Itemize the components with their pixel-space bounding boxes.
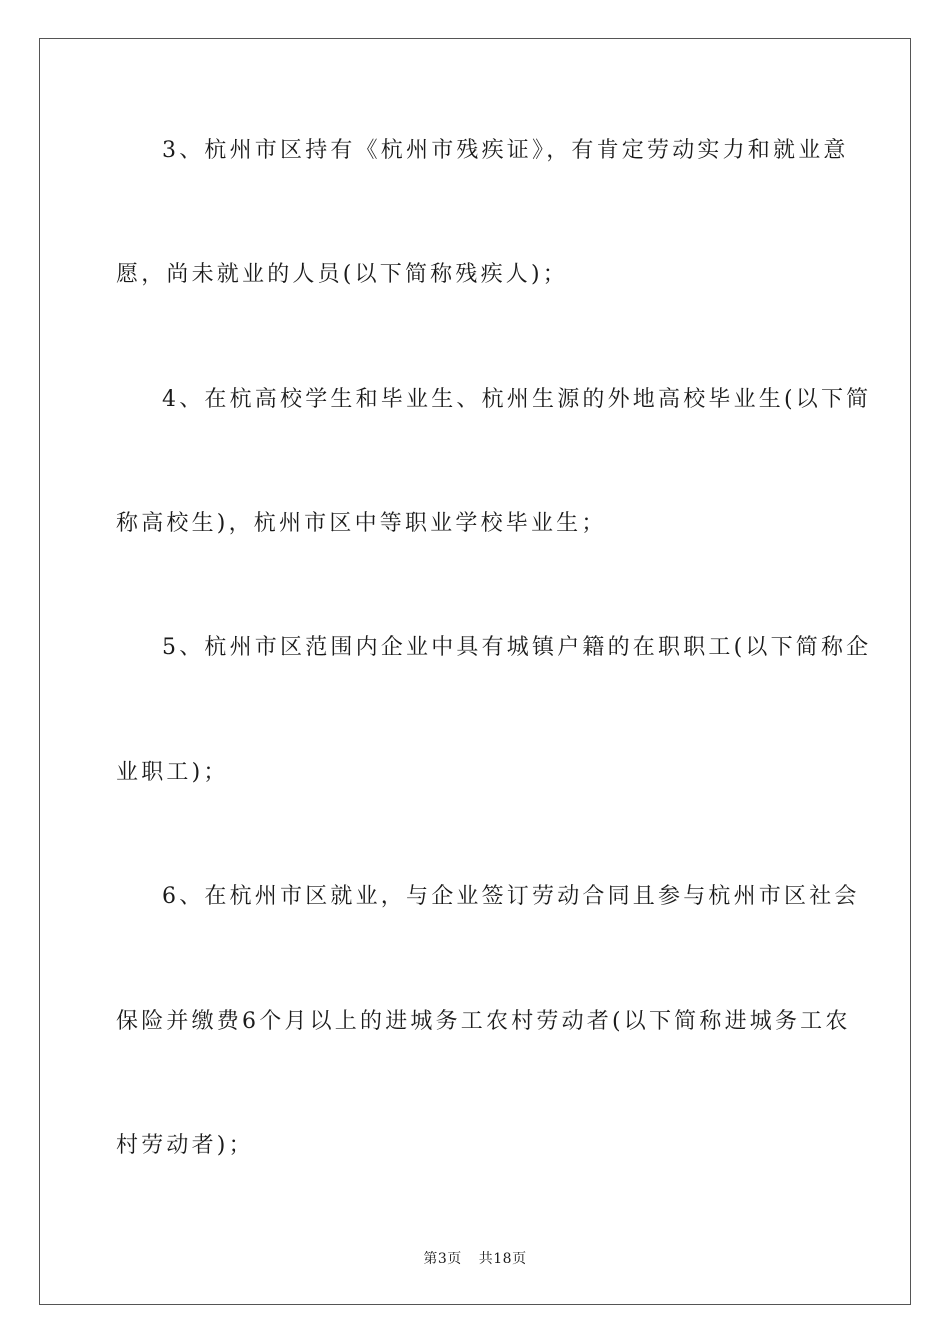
paragraph-6-line-1: 6、在杭州市区就业，与企业签订劳动合同且参与杭州市区社会 — [162, 884, 860, 909]
page-border — [39, 38, 911, 1305]
paragraph-3-line-2: 愿，尚未就业的人员(以下简称残疾人)； — [116, 262, 568, 287]
paragraph-4-line-2: 称高校生)，杭州市区中等职业学校毕业生； — [116, 511, 607, 536]
paragraph-3-line-1: 3、杭州市区持有《杭州市残疾证》，有肯定劳动实力和就业意 — [162, 138, 849, 163]
paragraph-5-line-1: 5、杭州市区范围内企业中具有城镇户籍的在职职工(以下简称企 — [162, 635, 872, 660]
paragraph-4-line-1: 4、在杭高校学生和毕业生、杭州生源的外地高校毕业生(以下简 — [162, 387, 872, 412]
page-total: 共18页 — [478, 1251, 527, 1267]
paragraph-5-line-2: 业职工)； — [116, 760, 229, 785]
page-number: 第3页 — [423, 1251, 462, 1267]
paragraph-6-line-3: 村劳动者)； — [116, 1133, 254, 1158]
paragraph-6-line-2: 保险并缴费6个月以上的进城务工农村劳动者(以下简称进城务工农 — [116, 1009, 851, 1034]
page-footer — [0, 1248, 950, 1268]
